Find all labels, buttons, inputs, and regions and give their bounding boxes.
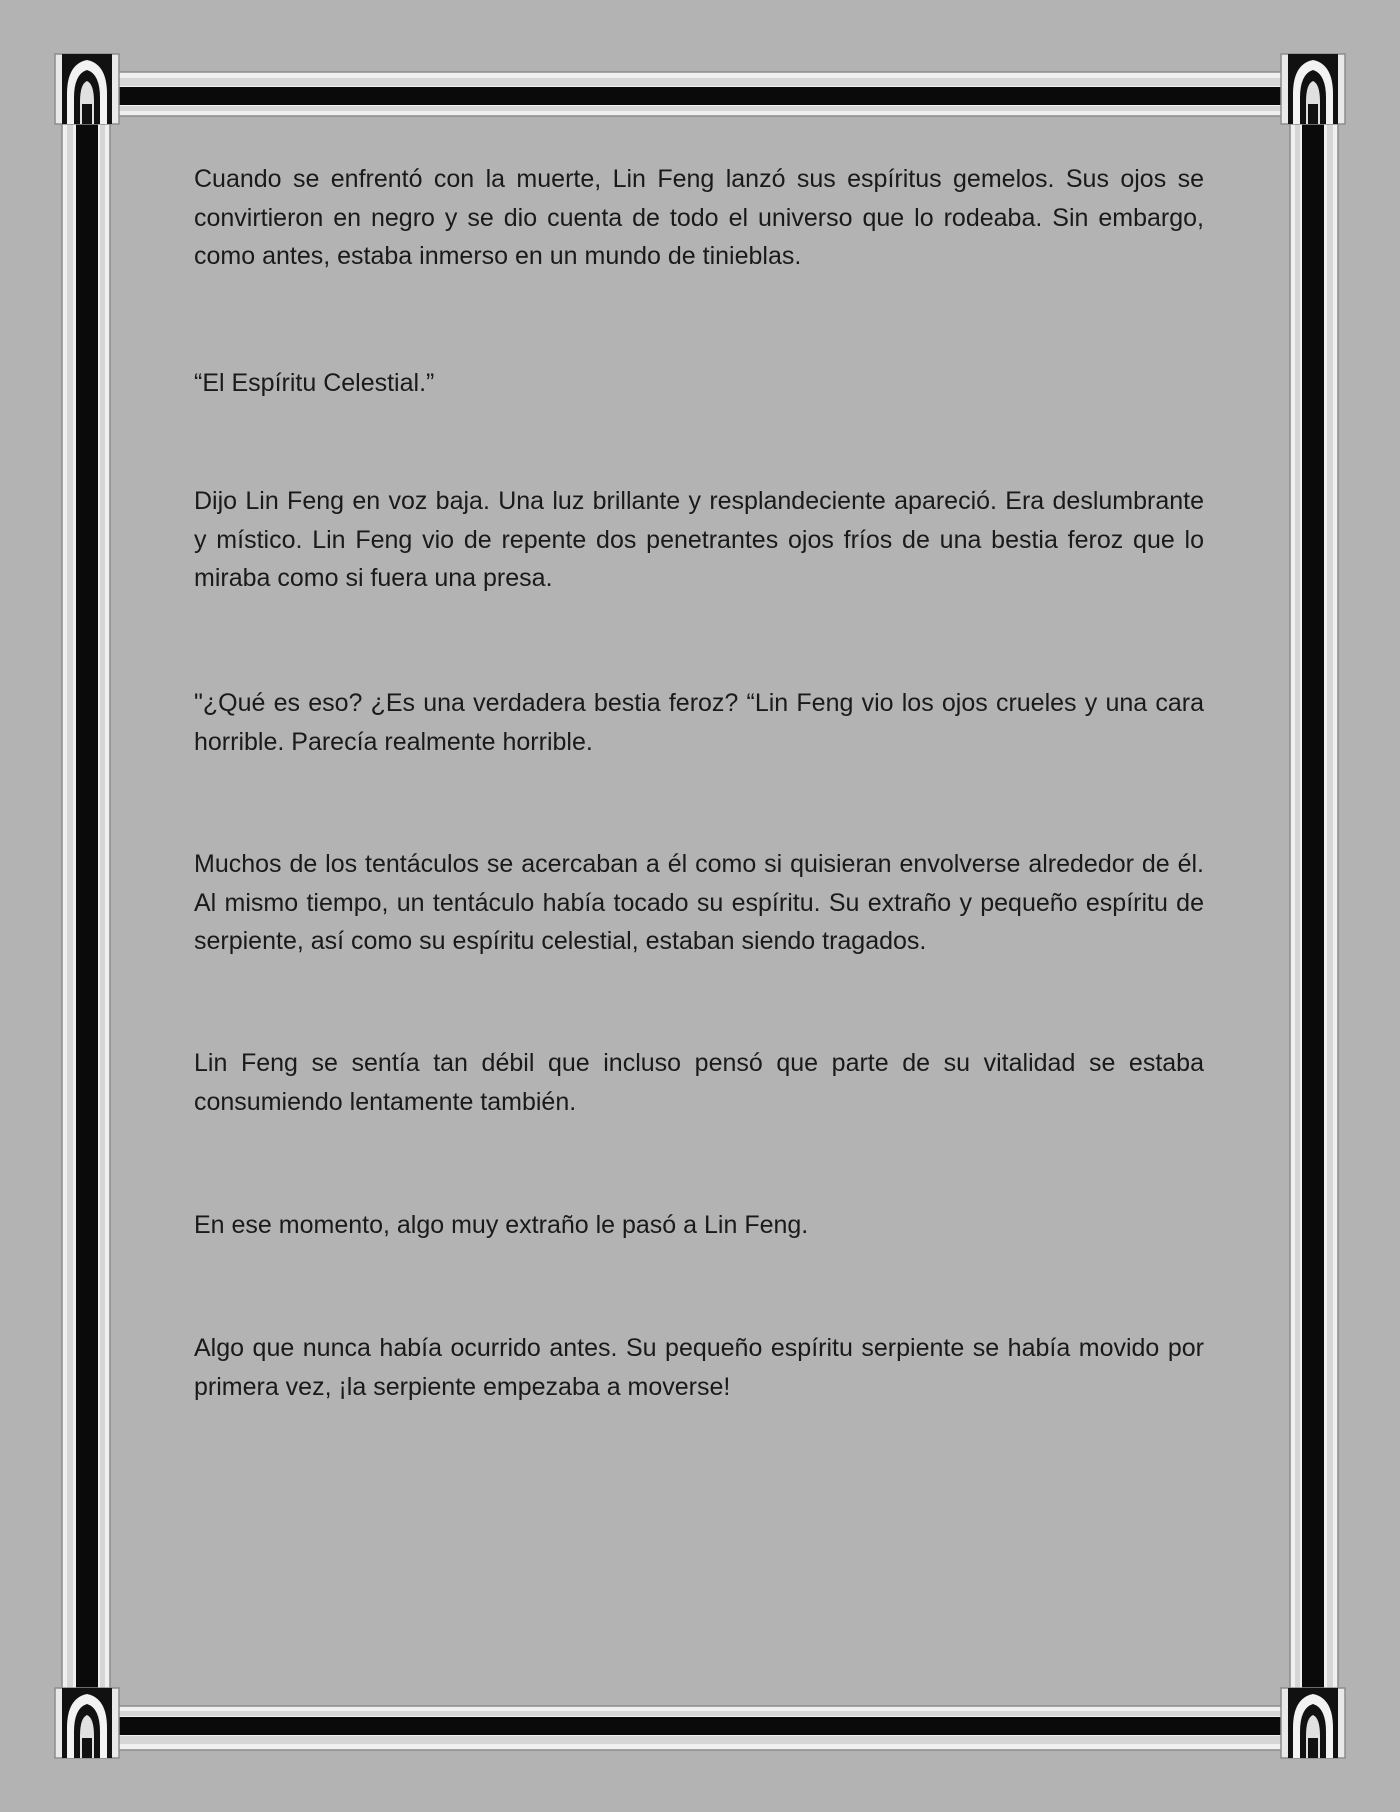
paragraph-1: Cuando se enfrentó con la muerte, Lin Feng lanzó sus espíritus gemelos. Sus ojos se convirtieron en negro y se dio cuenta de todo el universo que lo rodeaba. Sin embargo, como antes, estaba inmerso en un mundo de tinieblas. (194, 165, 1204, 270)
paragraph-8: Algo que nunca había ocurrido antes. Su pequeño espíritu serpiente se había movido por primera vez, ¡la serpiente empezaba a moverse! (194, 1334, 1204, 1401)
paragraph-2-quote: “El Espíritu Celestial.” (194, 369, 435, 397)
paragraph-7: En ese momento, algo muy extraño le pasó a Lin Feng. (194, 1211, 809, 1239)
paragraph-5: Muchos de los tentáculos se acercaban a él como si quisieran envolverse alrededor de él. Al mismo tiempo, un tentáculo había tocado su espíritu. Su extraño y pequeño espíritu de serpiente, así como su espíritu celestial, estaban siendo tragados. (194, 850, 1204, 955)
paragraph-4: "¿Qué es eso? ¿Es una verdadera bestia feroz? “Lin Feng vio los ojos crueles y una cara horrible. Parecía realmente horrible. (194, 689, 1204, 756)
paragraph-6: Lin Feng se sentía tan débil que incluso pensó que parte de su vitalidad se estaba consumiendo lentamente también. (194, 1049, 1204, 1116)
paragraph-3: Dijo Lin Feng en voz baja. Una luz brillante y resplandeciente apareció. Era deslumbrante y místico. Lin Feng vio de repente dos penetrantes ojos fríos de una bestia feroz que lo miraba como si fuera una presa. (194, 487, 1204, 592)
